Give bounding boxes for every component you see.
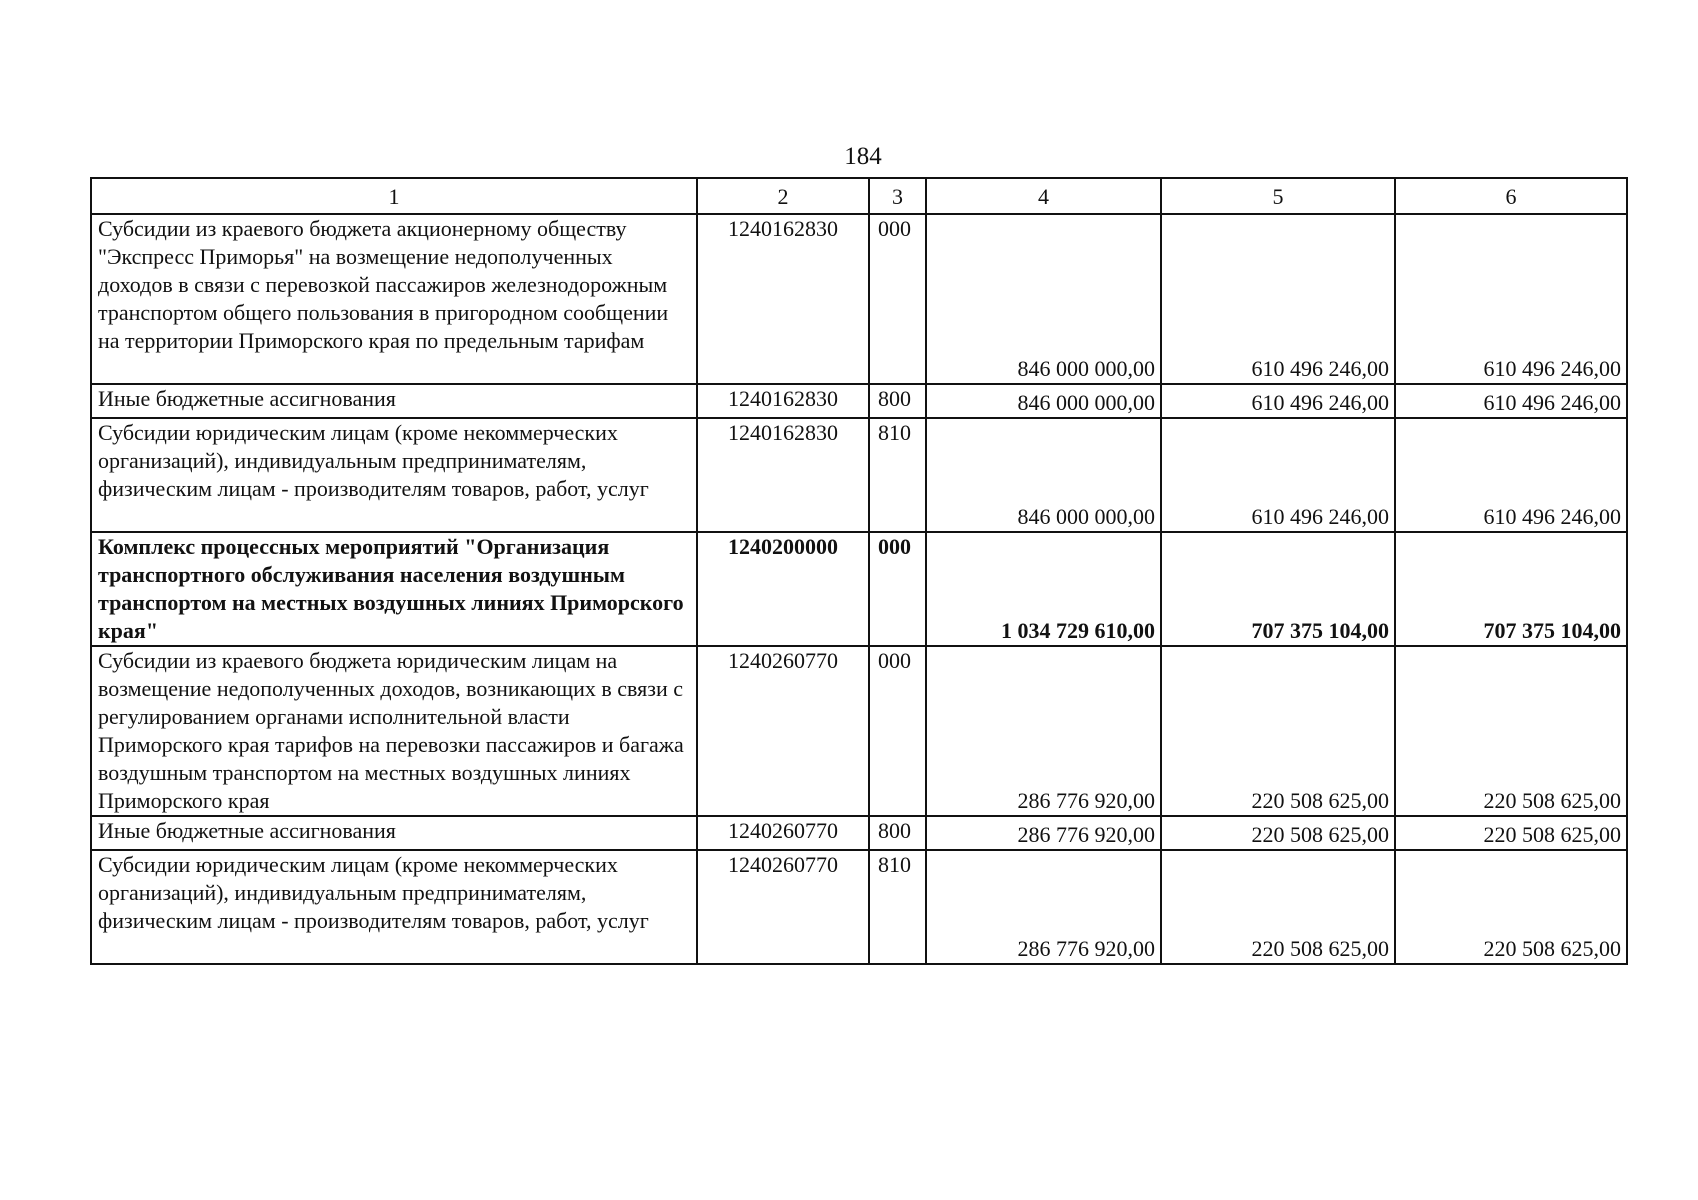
row-value-5: 220 508 625,00	[1161, 816, 1395, 850]
row-value-5: 610 496 246,00	[1161, 384, 1395, 418]
row-value-4: 286 776 920,00	[926, 850, 1161, 964]
row-name: Субсидии из краевого бюджета акционерному обществу "Экспресс Приморья" на возмещение недополученных доходов в связи с перевозкой пассажиров железнодорожным транспортом общего пользования в пригородном сообщении на территории Приморского края по предельным тарифам	[91, 214, 697, 384]
row-expense-type: 810	[869, 850, 926, 964]
row-expense-type: 800	[869, 816, 926, 850]
column-header-5: 5	[1161, 178, 1395, 214]
table-row-program-complex	[91, 532, 1627, 646]
row-expense-type: 000	[869, 532, 926, 646]
row-value-6: 610 496 246,00	[1395, 384, 1627, 418]
row-value-4: 846 000 000,00	[926, 214, 1161, 384]
row-expense-type: 800	[869, 384, 926, 418]
row-name: Иные бюджетные ассигнования	[91, 816, 697, 850]
table-header-row	[91, 178, 1627, 214]
row-name: Иные бюджетные ассигнования	[91, 384, 697, 418]
table-row	[91, 850, 1627, 964]
column-header-2: 2	[697, 178, 869, 214]
row-value-6: 707 375 104,00	[1395, 532, 1627, 646]
row-value-5: 220 508 625,00	[1161, 850, 1395, 964]
row-name: Комплекс процессных мероприятий "Организация транспортного обслуживания населения воздушным транспортом на местных воздушных линиях Приморского края"	[91, 532, 697, 646]
row-code: 1240200000	[697, 532, 869, 646]
table-row	[91, 214, 1627, 384]
table-row	[91, 646, 1627, 816]
page-number: 184	[844, 143, 882, 170]
row-value-6: 610 496 246,00	[1395, 418, 1627, 532]
row-value-5: 610 496 246,00	[1161, 214, 1395, 384]
row-value-4: 286 776 920,00	[926, 816, 1161, 850]
row-value-6: 610 496 246,00	[1395, 214, 1627, 384]
column-header-3: 3	[869, 178, 926, 214]
row-code: 1240162830	[697, 418, 869, 532]
row-value-4: 846 000 000,00	[926, 384, 1161, 418]
row-expense-type: 000	[869, 214, 926, 384]
row-code: 1240162830	[697, 384, 869, 418]
row-value-6: 220 508 625,00	[1395, 850, 1627, 964]
column-header-1: 1	[91, 178, 697, 214]
row-value-5: 220 508 625,00	[1161, 646, 1395, 816]
row-expense-type: 810	[869, 418, 926, 532]
row-value-5: 610 496 246,00	[1161, 418, 1395, 532]
row-code: 1240260770	[697, 816, 869, 850]
budget-table	[90, 177, 1628, 965]
table-row	[91, 384, 1627, 418]
row-value-6: 220 508 625,00	[1395, 646, 1627, 816]
row-name: Субсидии юридическим лицам (кроме некоммерческих организаций), индивидуальным предпринимателям, физическим лицам - производителям товаров, работ, услуг	[91, 418, 697, 532]
column-header-6: 6	[1395, 178, 1627, 214]
row-value-4: 846 000 000,00	[926, 418, 1161, 532]
column-header-4: 4	[926, 178, 1161, 214]
row-value-5: 707 375 104,00	[1161, 532, 1395, 646]
row-value-6: 220 508 625,00	[1395, 816, 1627, 850]
table-row	[91, 418, 1627, 532]
row-code: 1240260770	[697, 850, 869, 964]
row-code: 1240162830	[697, 214, 869, 384]
row-value-4: 1 034 729 610,00	[926, 532, 1161, 646]
row-value-4: 286 776 920,00	[926, 646, 1161, 816]
row-name: Субсидии из краевого бюджета юридическим лицам на возмещение недополученных доходов, возникающих в связи с регулированием органами исполнительной власти Приморского края тарифов на перевозки пассажиров и багажа воздушным транспортом на местных воздушных линиях Приморского края	[91, 646, 697, 816]
row-code: 1240260770	[697, 646, 869, 816]
row-expense-type: 000	[869, 646, 926, 816]
table-row	[91, 816, 1627, 850]
row-name: Субсидии юридическим лицам (кроме некоммерческих организаций), индивидуальным предпринимателям, физическим лицам - производителям товаров, работ, услуг	[91, 850, 697, 964]
